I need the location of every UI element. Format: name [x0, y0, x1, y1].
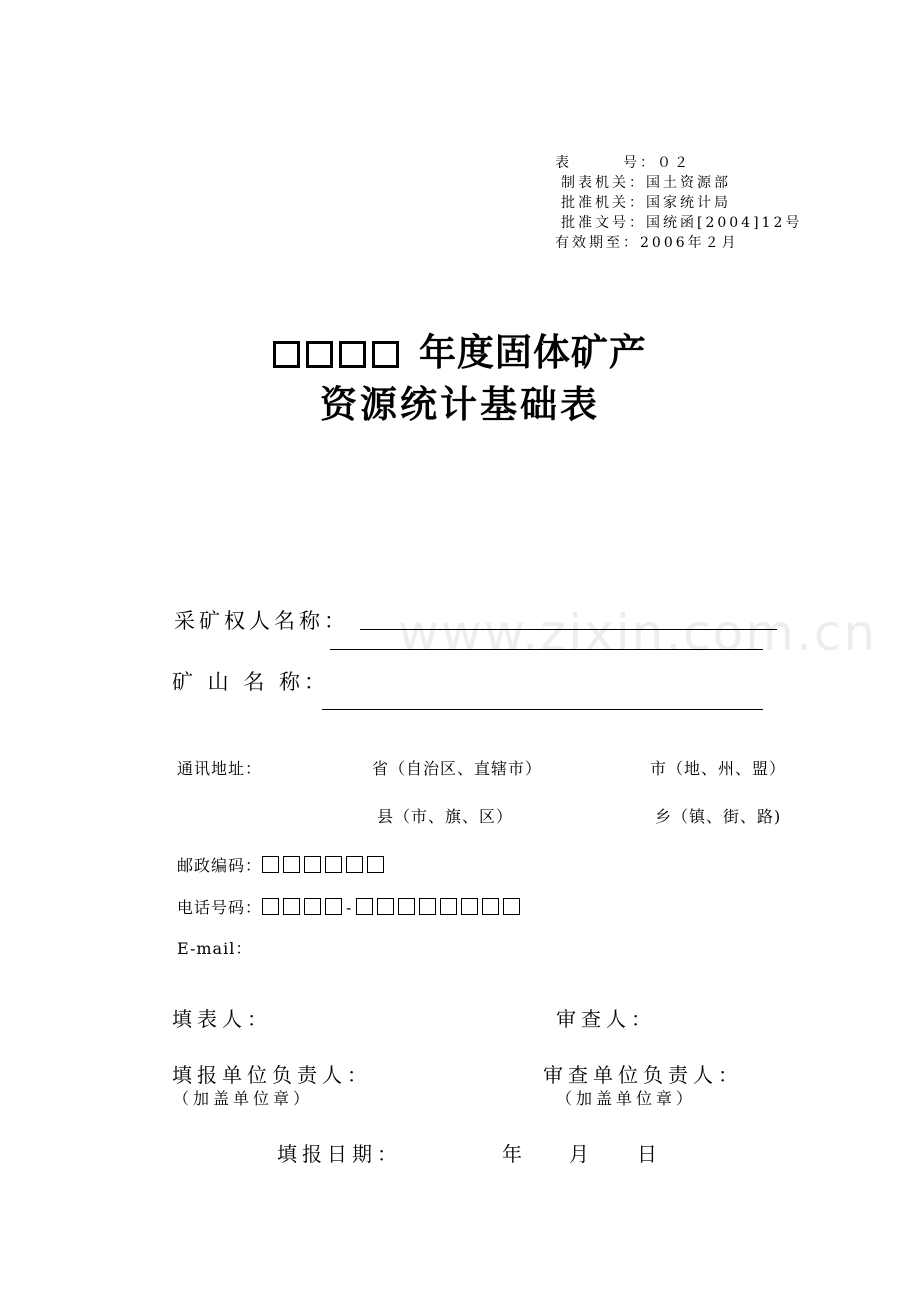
title-line1-text: 年度固体矿产 — [418, 331, 647, 374]
postcode-label: 邮政编码： — [177, 856, 263, 875]
digit-box-icon — [367, 856, 384, 873]
reviewer-stamp-note: （加盖单位章） — [556, 1089, 697, 1108]
digit-box-icon — [325, 856, 342, 873]
approval-document: 批准文号：国统函[2004]12号 — [561, 215, 803, 231]
valid-until: 有效期至：2006年２月 — [555, 235, 739, 251]
digit-box-icon — [262, 856, 279, 873]
year-box-icon — [372, 341, 399, 368]
digit-box-icon — [461, 898, 478, 915]
phone-area-boxes[interactable] — [262, 898, 346, 917]
mining-right-holder-underline-2[interactable] — [330, 649, 763, 650]
reviewer-unit-head-label: 审查单位负责人： — [543, 1063, 743, 1087]
digit-box-icon — [398, 898, 415, 915]
digit-box-icon — [356, 898, 373, 915]
address-label: 通讯地址： — [177, 759, 263, 778]
year-box-icon — [306, 341, 333, 368]
fill-date-label: 填报日期： — [277, 1142, 402, 1166]
form-number: 表 号：０２ — [555, 155, 691, 171]
digit-box-icon — [419, 898, 436, 915]
filler-label: 填表人： — [172, 1007, 272, 1031]
year-box-icon — [339, 341, 366, 368]
phone-row — [177, 895, 524, 918]
filler-stamp-note: （加盖单位章） — [173, 1089, 314, 1108]
township-label: 乡（镇、街、路) — [655, 807, 782, 826]
date-year-label: 年 — [502, 1142, 527, 1166]
watermark: www.zixin.com.cn — [398, 604, 878, 662]
postcode-row — [177, 853, 388, 876]
date-day-label: 日 — [637, 1142, 662, 1166]
mine-name-underline[interactable] — [322, 709, 763, 710]
mining-right-holder-underline[interactable] — [360, 629, 777, 630]
phone-separator: - — [346, 898, 353, 917]
page-title-line2: 资源统计基础表 — [320, 383, 600, 426]
postcode-boxes[interactable] — [262, 856, 388, 875]
digit-box-icon — [482, 898, 499, 915]
digit-box-icon — [503, 898, 520, 915]
mining-right-holder-label: 采矿权人名称： — [174, 609, 349, 633]
digit-box-icon — [283, 898, 300, 915]
digit-box-icon — [304, 898, 321, 915]
approving-authority: 批准机关：国家统计局 — [561, 195, 731, 211]
page-title-line1 — [0, 322, 920, 376]
digit-box-icon — [325, 898, 342, 915]
digit-box-icon — [304, 856, 321, 873]
email-label: E-mail： — [177, 939, 253, 958]
city-label: 市（地、州、盟） — [650, 759, 787, 778]
year-boxes — [273, 331, 419, 374]
date-month-label: 月 — [569, 1142, 594, 1166]
mine-name-label: 矿 山 名 称： — [172, 670, 330, 694]
digit-box-icon — [262, 898, 279, 915]
county-label: 县（市、旗、区） — [377, 807, 514, 826]
digit-box-icon — [346, 856, 363, 873]
filler-unit-head-label: 填报单位负责人： — [172, 1063, 372, 1087]
digit-box-icon — [440, 898, 457, 915]
phone-number-boxes[interactable] — [356, 898, 524, 917]
province-label: 省（自治区、直辖市） — [372, 759, 543, 778]
year-box-icon — [273, 341, 300, 368]
phone-label: 电话号码： — [177, 898, 263, 917]
reviewer-label: 审查人： — [556, 1007, 656, 1031]
digit-box-icon — [283, 856, 300, 873]
issuing-authority: 制表机关：国土资源部 — [561, 175, 731, 191]
digit-box-icon — [377, 898, 394, 915]
